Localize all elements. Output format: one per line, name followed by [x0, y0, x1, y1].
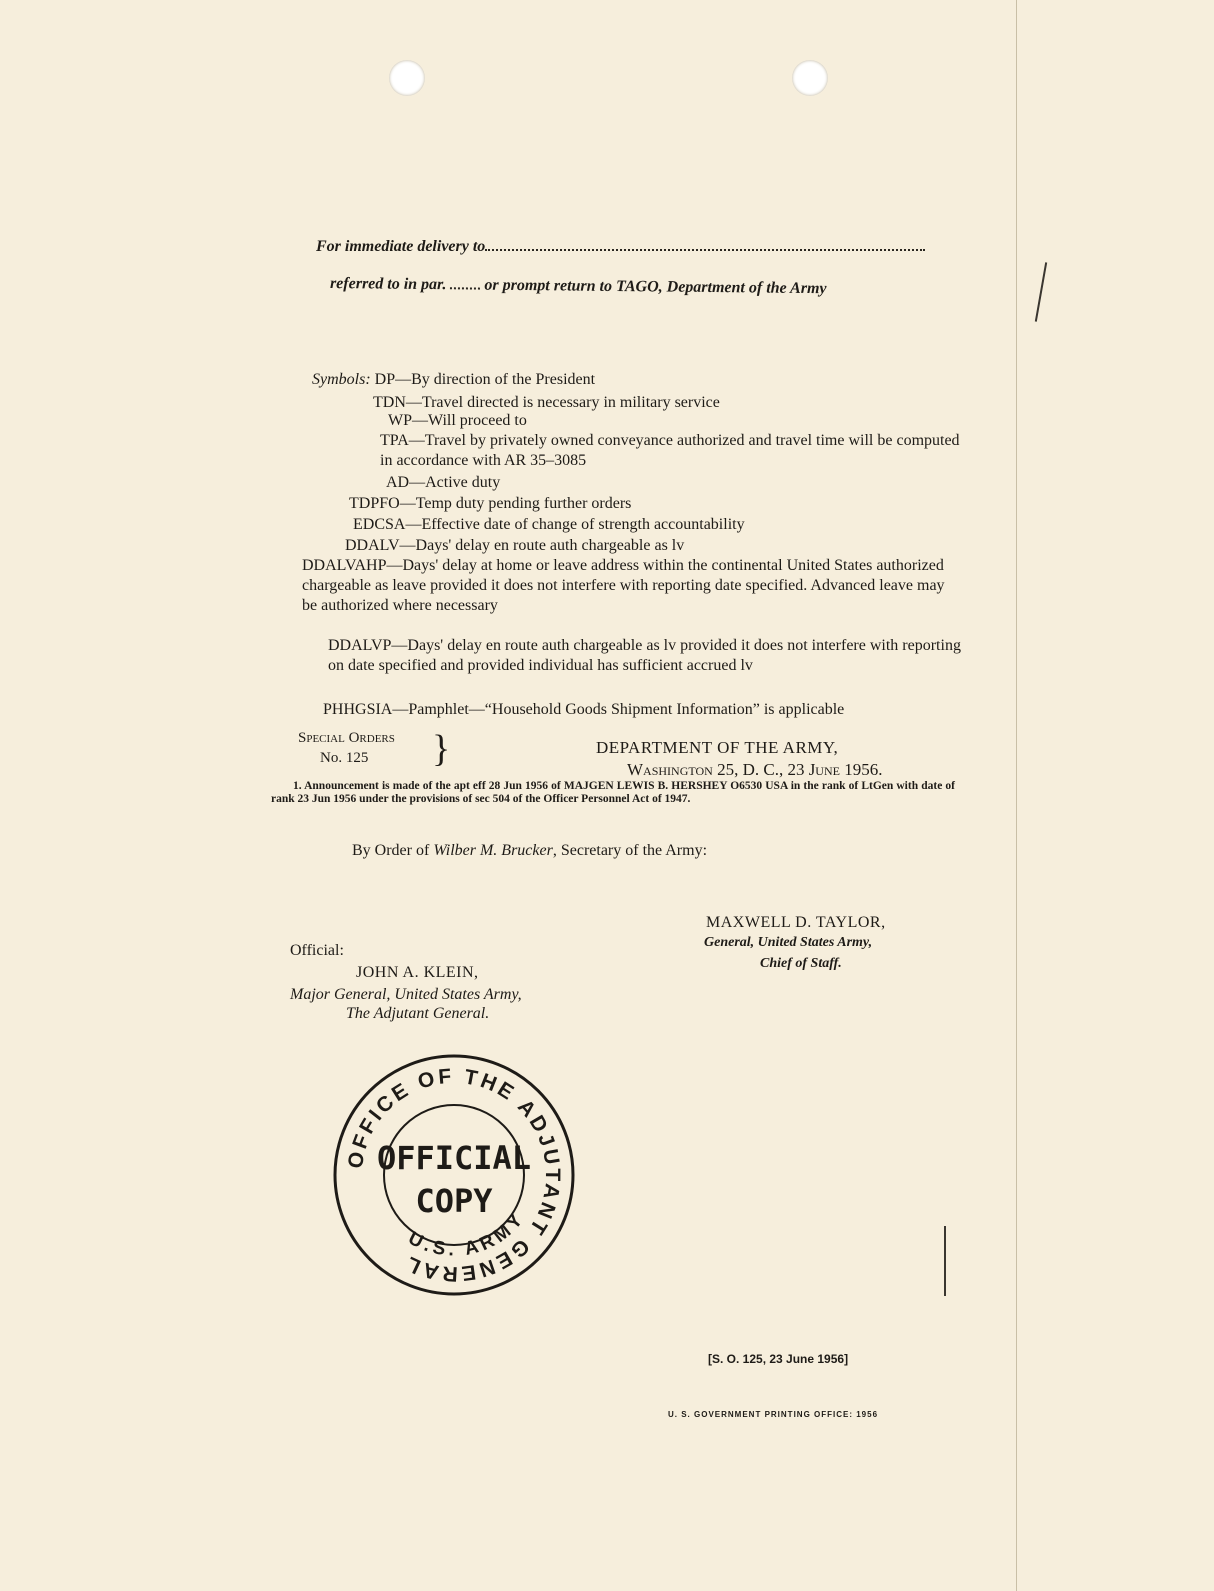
department-name: DEPARTMENT OF THE ARMY,: [596, 738, 839, 757]
symbol-text: By direction of the President: [411, 371, 596, 388]
by-order-prefix: By Order of: [352, 842, 430, 859]
symbol-ddalv: DDALV—Days' delay en route auth chargeable as lv: [345, 537, 685, 554]
adjutant-title-1: Major General, United States Army,: [290, 986, 522, 1003]
symbol-phhgsia: PHHGSIA—Pamphlet—“Household Goods Shipment Information” is applicable: [323, 701, 845, 718]
announcement-paragraph: 1. Announcement is made of the apt eff 28 Jun 1956 of MAJGEN LEWIS B. HERSHEY O6530 USA in the rank of LtGen with date of rank 23 Jun 1956 under the provisions of sec 504 of the Officer Personnel Act of 1947.: [271, 780, 955, 805]
symbol-edcsa: EDCSA—Effective date of change of strength accountability: [353, 516, 745, 533]
seal-ring-text: OFFICE OF THE ADJUTANT GENERAL: [343, 1064, 565, 1286]
symbol-ddalvp: DDALVP—Days' delay en route auth chargeable as lv provided it does not interfere with reporting on date specified and provided individual has sufficient accrued lv: [328, 637, 961, 674]
delivery-line-1: [316, 238, 925, 256]
pencil-mark: [944, 1226, 946, 1296]
symbol-ddalvahp: DDALVAHP—Days' delay at home or leave address within the continental United States authorized chargeable as leave provided it does not interfere with reporting date specified. Advanced leave may be authorized where necessary: [302, 557, 945, 614]
symbol-code: AD: [386, 474, 410, 491]
seal-center-copy: COPY: [415, 1182, 493, 1220]
by-order-line: [352, 840, 707, 862]
symbol-text: Travel by privately owned conveyance authorized and travel time will be computed in accordance with AR 35–3085: [380, 432, 960, 469]
symbol-text: Travel directed is necessary in military service: [421, 394, 720, 411]
punch-hole-right: [792, 60, 828, 96]
official-label: Official:: [290, 942, 344, 959]
secretary-name: Wilber M. Brucker: [433, 842, 553, 859]
symbol-tpa: TPA—Travel by privately owned conveyance authorized and travel time will be computed in accordance with AR 35–3085: [380, 432, 960, 469]
seal-bottom-text: U.S. ARMY: [404, 1207, 530, 1261]
chief-name: MAXWELL D. TAYLOR,: [706, 914, 886, 931]
delivery-blank: [485, 239, 925, 251]
symbol-code: DDALVAHP: [302, 557, 387, 574]
adjutant-name: JOHN A. KLEIN,: [356, 964, 479, 981]
order-brace: }: [432, 728, 451, 770]
by-order-suffix: , Secretary of the Army:: [552, 842, 708, 859]
symbol-code: TDN: [373, 394, 406, 411]
symbol-text: Temp duty pending further orders: [415, 495, 632, 512]
chief-title-1: General, United States Army,: [704, 935, 873, 950]
punch-hole-left: [389, 60, 425, 96]
seal-center-official: OFFICIAL: [376, 1139, 532, 1177]
symbol-code: TDPFO: [349, 495, 400, 512]
symbol-text: Active duty: [425, 474, 501, 491]
special-orders-label: Special Orders: [298, 730, 395, 746]
symbol-text: Will proceed to: [428, 412, 527, 429]
symbol-code: DP: [374, 371, 396, 388]
seal-graphic: [331, 1052, 577, 1298]
symbol-wp: WP—Will proceed to: [388, 412, 527, 429]
location-date: Washington 25, D. C., 23 June 1956.: [627, 760, 883, 779]
symbols-intro: Symbols:: [312, 371, 371, 388]
symbol-code: DDALV: [345, 537, 400, 554]
symbol-code: PHHGSIA: [323, 701, 393, 718]
symbol-ad: AD—Active duty: [386, 474, 501, 491]
chief-title-2: Chief of Staff.: [760, 956, 842, 971]
page-edge: [1016, 0, 1017, 1591]
official-copy-seal: [331, 1052, 577, 1298]
printer-credit: U. S. GOVERNMENT PRINTING OFFICE: 1956: [668, 1410, 879, 1419]
symbol-code: TPA: [380, 432, 409, 449]
symbol-code: EDCSA: [353, 516, 406, 533]
symbol-text: Pamphlet—“Household Goods Shipment Information” is applicable: [408, 701, 845, 718]
symbol-text: Days' delay en route auth chargeable as lv: [415, 537, 685, 554]
symbol-text: Effective date of change of strength accountability: [421, 516, 745, 533]
delivery-label: For immediate delivery to: [316, 238, 486, 255]
symbol-text: Days' delay en route auth chargeable as lv provided it does not interfere with reporting on date specified and provided individual has sufficient accrued lv: [328, 637, 961, 674]
par-blank: [450, 277, 480, 289]
symbol-code: WP: [388, 412, 412, 429]
adjutant-title-2: The Adjutant General.: [346, 1005, 490, 1022]
symbol-text: Days' delay at home or leave address within the continental United States authorized chargeable as leave provided it does not interfere with reporting date specified. Advanced leave may be authorized where necessary: [302, 557, 945, 614]
symbol-code: DDALVP: [328, 637, 392, 654]
symbol-tdn: TDN—Travel directed is necessary in military service: [373, 394, 720, 411]
symbol-dp: Symbols: DP—By direction of the President: [312, 371, 596, 388]
delivery-par-label: referred to in par.: [329, 275, 447, 294]
symbol-tdpfo: TDPFO—Temp duty pending further orders: [349, 495, 632, 512]
order-number: No. 125: [320, 750, 369, 766]
delivery-return-label: or prompt return to TAGO, Department of the Army: [484, 276, 827, 298]
order-reference: [S. O. 125, 23 June 1956]: [708, 1352, 849, 1366]
